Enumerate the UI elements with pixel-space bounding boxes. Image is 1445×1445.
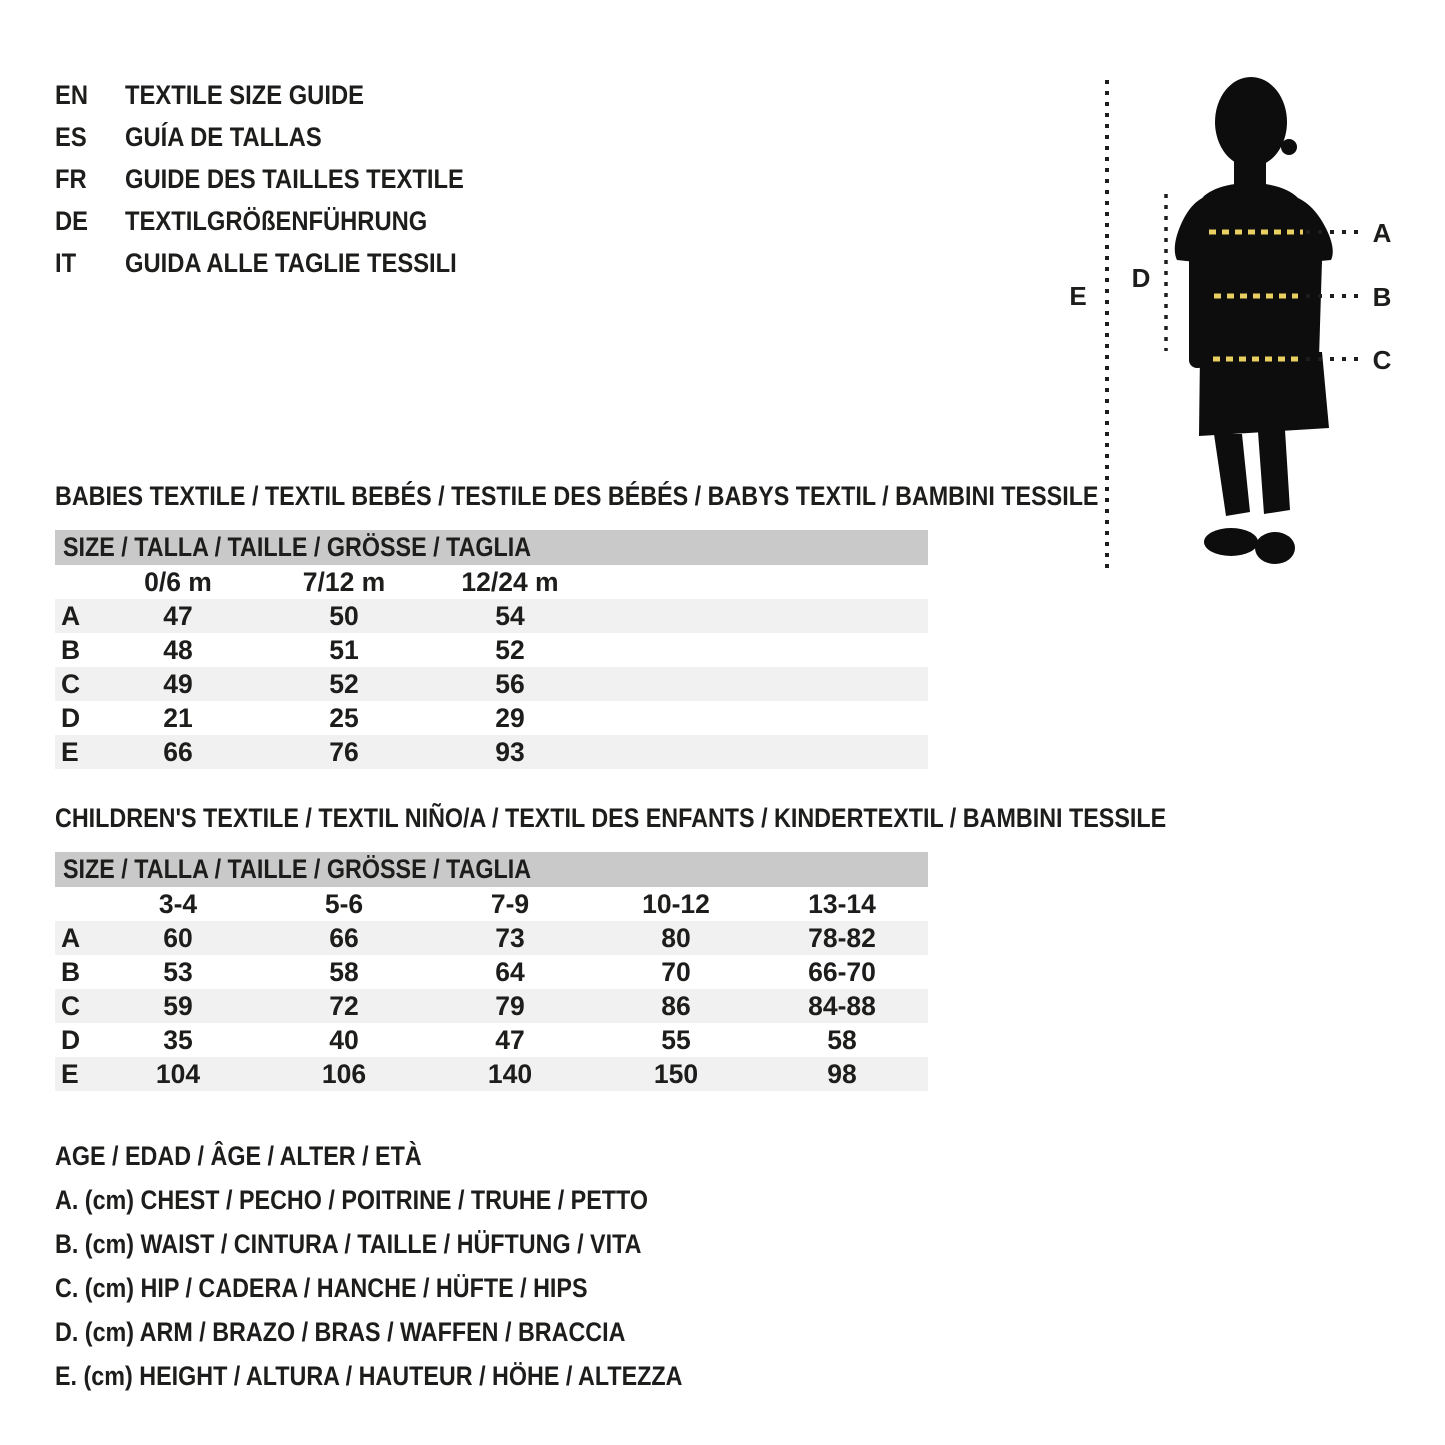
legend-line-hip	[55, 1266, 768, 1310]
value-cell: 52	[495, 634, 525, 665]
children-row-b	[55, 955, 928, 989]
value-cell: 58	[329, 956, 359, 987]
children-section-heading	[55, 803, 1318, 833]
silhouette-ear	[1281, 139, 1297, 155]
row-label: D	[61, 1024, 81, 1055]
legend-line-age	[55, 1134, 768, 1178]
value-cell: 98	[827, 1058, 857, 1089]
babies-column-header: 0/6 m	[144, 566, 212, 597]
value-cell: 66	[329, 922, 359, 953]
legend-text: AGE / EDAD / ÂGE / ALTER / ETÀ	[55, 1140, 422, 1171]
value-cell: 29	[495, 702, 525, 733]
value-cell: 52	[329, 668, 359, 699]
language-row-en	[55, 74, 510, 116]
language-code: FR	[55, 163, 87, 194]
measurement-figure	[1040, 55, 1445, 600]
language-row-de	[55, 200, 510, 242]
legend-text: E. (cm) HEIGHT / ALTURA / HAUTEUR / HÖHE / ALTEZZA	[55, 1360, 683, 1391]
children-row-a	[55, 921, 928, 955]
babies-row-a	[55, 599, 928, 633]
silhouette-shorts	[1199, 352, 1329, 436]
value-cell: 58	[827, 1024, 857, 1055]
children-column-header: 10-12	[642, 888, 710, 919]
value-cell: 86	[661, 990, 691, 1021]
value-cell: 106	[321, 1058, 367, 1089]
babies-column-header: 12/24 m	[461, 566, 559, 597]
language-title: GUIDA ALLE TAGLIE TESSILI	[125, 247, 457, 278]
babies-row-d	[55, 701, 928, 735]
language-title: GUIDE DES TAILLES TEXTILE	[125, 163, 464, 194]
figure-label-c: C	[1372, 345, 1392, 375]
value-cell: 47	[163, 600, 193, 631]
value-cell: 59	[163, 990, 193, 1021]
legend-text: B. (cm) WAIST / CINTURA / TAILLE / HÜFTUNG / VITA	[55, 1228, 642, 1259]
babies-size-bar-label: SIZE / TALLA / TAILLE / GRÖSSE / TAGLIA	[63, 532, 532, 562]
legend-text: C. (cm) HIP / CADERA / HANCHE / HÜFTE / HIPS	[55, 1272, 588, 1303]
legend-line-height	[55, 1354, 768, 1398]
value-cell: 76	[329, 736, 359, 767]
value-cell: 93	[495, 736, 525, 767]
language-title: GUÍA DE TALLAS	[125, 121, 322, 152]
measurement-legend	[55, 1134, 768, 1398]
figure-label-e: E	[1069, 281, 1087, 311]
value-cell: 64	[495, 956, 525, 987]
children-heading-text: CHILDREN'S TEXTILE / TEXTIL NIÑO/A / TEXTIL DES ENFANTS / KINDERTEXTIL / BAMBINI TESSILE	[55, 802, 1167, 833]
value-cell: 48	[163, 634, 193, 665]
value-cell: 53	[163, 956, 193, 987]
value-cell: 35	[163, 1024, 193, 1055]
language-code: IT	[55, 247, 77, 278]
row-label: B	[61, 634, 81, 665]
children-row-e	[55, 1057, 928, 1091]
value-cell: 25	[329, 702, 359, 733]
babies-column-header: 7/12 m	[302, 566, 386, 597]
value-cell: 78-82	[808, 922, 876, 953]
figure-label-d: D	[1131, 263, 1151, 293]
legend-line-arm	[55, 1310, 768, 1354]
value-cell: 55	[661, 1024, 691, 1055]
babies-section-heading	[55, 481, 1241, 511]
value-cell: 66-70	[808, 956, 876, 987]
language-title: TEXTILGRÖßENFÜHRUNG	[125, 205, 428, 236]
children-header-row	[55, 887, 928, 921]
row-label: D	[61, 702, 81, 733]
value-cell: 60	[163, 922, 193, 953]
legend-text: D. (cm) ARM / BRAZO / BRAS / WAFFEN / BRACCIA	[55, 1316, 626, 1347]
row-label: C	[61, 668, 81, 699]
value-cell: 72	[329, 990, 359, 1021]
silhouette-right-shoe	[1255, 532, 1295, 564]
children-size-bar	[55, 852, 928, 887]
children-size-bar-label: SIZE / TALLA / TAILLE / GRÖSSE / TAGLIA	[63, 854, 532, 884]
value-cell: 66	[163, 736, 193, 767]
value-cell: 49	[163, 668, 193, 699]
babies-row-e	[55, 735, 928, 769]
language-row-es	[55, 116, 510, 158]
legend-line-chest	[55, 1178, 768, 1222]
value-cell: 84-88	[808, 990, 876, 1021]
language-title-list	[55, 74, 510, 284]
figure-label-a: A	[1372, 218, 1392, 248]
value-cell: 140	[487, 1058, 533, 1089]
language-row-fr	[55, 158, 510, 200]
children-column-header: 3-4	[158, 888, 198, 919]
value-cell: 54	[495, 600, 525, 631]
value-cell: 70	[661, 956, 691, 987]
babies-header-row	[55, 565, 928, 599]
value-cell: 104	[155, 1058, 201, 1089]
value-cell: 73	[495, 922, 525, 953]
row-label: B	[61, 956, 81, 987]
language-code: DE	[55, 205, 89, 236]
babies-size-bar	[55, 530, 928, 565]
children-row-d	[55, 1023, 928, 1057]
babies-row-c	[55, 667, 928, 701]
language-row-it	[55, 242, 510, 284]
silhouette-right-sleeve	[1292, 197, 1333, 263]
row-label: C	[61, 990, 81, 1021]
figure-label-b: B	[1372, 282, 1392, 312]
children-size-table	[55, 887, 928, 1091]
babies-heading-text: BABIES TEXTILE / TEXTIL BEBÉS / TESTILE DES BÉBÉS / BABYS TEXTIL / BAMBINI TESSILE	[55, 480, 1099, 511]
children-row-c	[55, 989, 928, 1023]
language-code: EN	[55, 79, 89, 110]
value-cell: 51	[329, 634, 359, 665]
children-column-header: 13-14	[808, 888, 876, 919]
babies-row-b	[55, 633, 928, 667]
legend-text: A. (cm) CHEST / PECHO / POITRINE / TRUHE / PETTO	[55, 1184, 649, 1215]
value-cell: 50	[329, 600, 359, 631]
row-label: E	[61, 1058, 79, 1089]
silhouette-left-sleeve	[1175, 197, 1208, 263]
value-cell: 47	[495, 1024, 525, 1055]
legend-line-waist	[55, 1222, 768, 1266]
value-cell: 79	[495, 990, 525, 1021]
value-cell: 150	[653, 1058, 699, 1089]
silhouette-left-arm	[1189, 252, 1206, 368]
language-code: ES	[55, 121, 87, 152]
value-cell: 80	[661, 922, 691, 953]
row-label: A	[61, 922, 81, 953]
language-title: TEXTILE SIZE GUIDE	[125, 79, 364, 110]
silhouette-left-shoe	[1204, 528, 1258, 556]
value-cell: 21	[163, 702, 193, 733]
row-label: A	[61, 600, 81, 631]
children-column-header: 5-6	[324, 888, 364, 919]
silhouette-right-arm	[1297, 252, 1314, 369]
value-cell: 56	[495, 668, 525, 699]
babies-size-table	[55, 565, 928, 769]
silhouette-right-leg	[1258, 430, 1290, 514]
value-cell: 40	[329, 1024, 359, 1055]
row-label: E	[61, 736, 79, 767]
children-column-header: 7-9	[490, 888, 530, 919]
